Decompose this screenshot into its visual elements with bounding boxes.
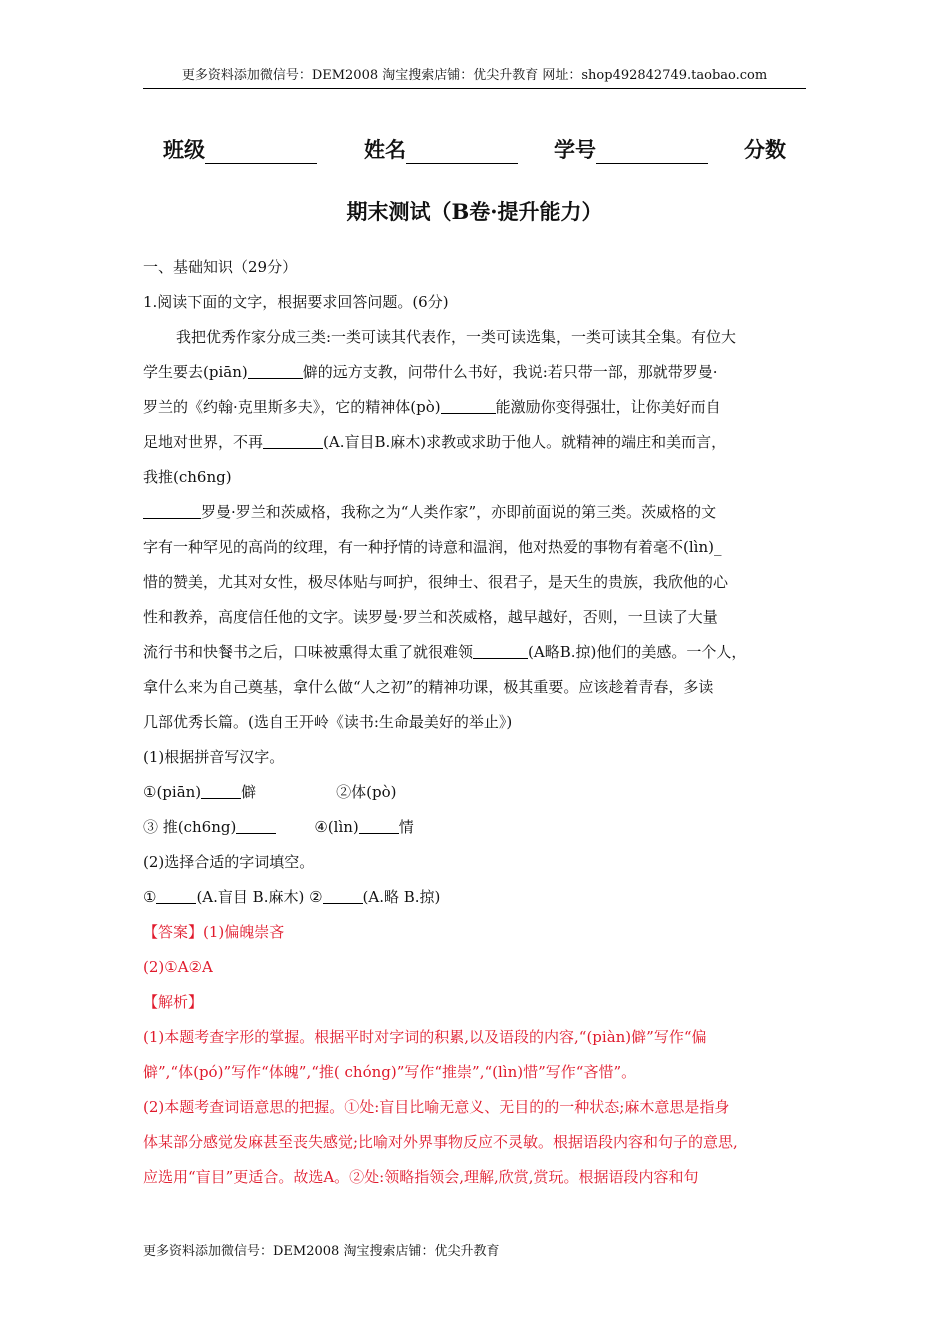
score-field[interactable] [744,134,786,164]
analysis-line: (2)本题考查词语意思的把握。①处:盲目比喻无意义、无目的的一种状态;麻木意思是指身 [143,1098,730,1116]
score-label: 分数 [744,137,786,162]
class-field[interactable] [163,134,317,164]
passage-line: 罗兰的《约翰·克里斯多夫》，它的精神体(pò) 能激励你变得强壮，让你美好而自 [143,390,807,425]
sub-question-items: ①(piān) 僻 ②体(pò) [143,775,807,810]
passage-line: 学生要去(piān) 僻的远方支教，问带什么书好，我说:若只带一部，那就带罗曼· [143,355,807,390]
blank [263,430,323,449]
analysis-line: 僻”,“体(pó)”写作“体魄”,“推( chóng)”写作“推崇”,“(lìn)惜”写作“吝惜”。 [143,1063,637,1081]
passage-line: 流行书和快餐书之后，口味被熏得太重了就很难领 (A略B.掠)他们的美感。一个人， [143,635,807,670]
answer-line: (2)①A②A [143,958,213,976]
passage-line: 字有一种罕见的高尚的纹理，有一种抒情的诗意和温润，他对热爱的事物有着毫不(lìn)_ [143,538,722,556]
blank [248,360,303,379]
blank [441,395,496,414]
page-title: 期末测试（B卷·提升能力） [346,199,603,224]
sub-question: (1)根据拼音写汉字。 [143,748,285,766]
passage-line: 我把优秀作家分成三类:一类可读其代表作，一类可读选集，一类可读其全集。有位大 [176,328,737,346]
student-info-row [143,134,806,170]
analysis-line: 体某部分感觉发麻甚至丧失感觉;比喻对外界事物反应不灵敏。根据语段内容和句子的意思, [143,1133,738,1151]
blank [236,815,276,834]
answer-line: 【答案】(1)偏魄崇吝 [143,923,285,941]
number-label: 学号 [554,137,596,162]
passage-line: 足地对世界，不再 (A.盲目B.麻木)求教或求助于他人。就精神的端庄和美而言， [143,425,807,460]
passage-line: 我推(ch6ng) [143,468,232,486]
class-label: 班级 [163,137,205,162]
blank [359,815,399,834]
blank [143,500,201,519]
passage-line: 性和教养，高度信任他的文字。读罗曼·罗兰和茨威格，越早越好，否则，一旦读了大量 [143,608,718,626]
page-header: 更多资料添加微信号：DEM2008 淘宝搜索店铺：优尖升教育 网址：shop492842749.taobao.com [143,66,806,89]
passage-line: 罗曼·罗兰和茨威格，我称之为“人类作家”，亦即前面说的第三类。茨威格的文 [143,495,807,530]
passage-line: 惜的赞美，尤其对女性，极尽体贴与呵护，很绅士、很君子，是天生的贵族，我欣他的心 [143,573,729,591]
analysis-heading: 【解析】 [143,993,204,1011]
sub-question-items: ① (A.盲目 B.麻木) ② (A.略 B.掠) [143,880,807,915]
name-field[interactable] [364,134,518,164]
number-field[interactable] [554,134,708,164]
passage-line: 几部优秀长篇。(选自王开岭《读书:生命最美好的举止》) [143,713,513,731]
section-heading: 一、基础知识（29分） [143,258,298,276]
analysis-line: (1)本题考查字形的掌握。根据平时对字词的积累,以及语段的内容,“(piàn)僻”写作“偏 [143,1028,707,1046]
question-stem: 1.阅读下面的文字，根据要求回答问题。(6分) [143,293,449,311]
blank [201,780,241,799]
blank [323,885,363,904]
sub-question-items: ③ 推(ch6ng) ④(lìn) 情 [143,810,807,845]
document-body [143,250,807,1195]
blank [473,640,528,659]
sub-question: (2)选择合适的字词填空。 [143,853,315,871]
name-label: 姓名 [364,137,406,162]
passage-line: 拿什么来为自己奠基，拿什么做“人之初”的精神功课，极其重要。应该趁着青春，多读 [143,678,714,696]
page-footer: 更多资料添加微信号：DEM2008 淘宝搜索店铺：优尖升教育 [143,1244,500,1259]
analysis-line: 应选用“盲目”更适合。故选A。②处:领略指领会,理解,欣赏,赏玩。根据语段内容和句 [143,1168,699,1186]
blank [156,885,196,904]
